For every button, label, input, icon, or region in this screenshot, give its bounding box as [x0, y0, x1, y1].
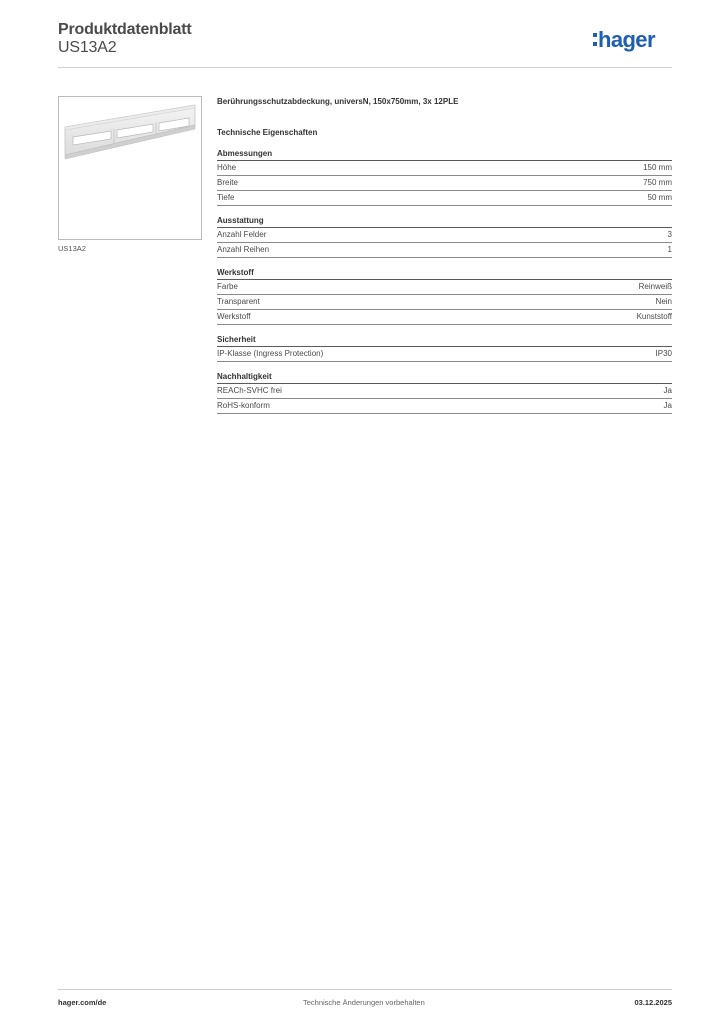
logo-dots-icon [593, 33, 597, 51]
footer-notice: Technische Änderungen vorbehalten [303, 998, 425, 1007]
spec-row [217, 280, 672, 295]
spec-row [217, 399, 672, 414]
spec-row [217, 176, 672, 191]
spec-row [217, 161, 672, 176]
spec-row [217, 191, 672, 206]
spec-group-dimensions [217, 148, 672, 206]
cover-plate-illustration [59, 97, 201, 239]
spec-value: 750 mm [643, 178, 672, 187]
product-image [58, 96, 202, 240]
spec-value: Kunststoff [636, 312, 672, 321]
spec-label: Farbe [217, 282, 238, 291]
spec-value: 150 mm [643, 163, 672, 172]
spec-value: 1 [667, 245, 672, 254]
spec-label: Anzahl Felder [217, 230, 267, 239]
header-divider [58, 67, 672, 68]
spec-row [217, 243, 672, 258]
spec-value: Ja [663, 386, 672, 395]
product-code: US13A2 [58, 39, 117, 56]
hager-logo [593, 26, 675, 58]
spec-label: Höhe [217, 163, 237, 172]
spec-value: Reinweiß [638, 282, 672, 291]
spec-value: 3 [667, 230, 672, 239]
spec-group-title: Ausstattung [217, 215, 672, 228]
spec-label: REACh-SVHC frei [217, 386, 282, 395]
footer-divider [58, 989, 672, 990]
spec-group-material [217, 267, 672, 325]
technical-properties-heading: Technische Eigenschaften [217, 128, 318, 137]
spec-group-title: Abmessungen [217, 148, 672, 161]
spec-row [217, 384, 672, 399]
spec-row [217, 295, 672, 310]
spec-value: Ja [663, 401, 672, 410]
spec-group-sustainability [217, 371, 672, 414]
spec-label: Werkstoff [217, 312, 251, 321]
spec-label: Anzahl Reihen [217, 245, 270, 254]
product-specifications [217, 96, 672, 414]
spec-group-safety [217, 334, 672, 362]
spec-label: RoHS-konform [217, 401, 270, 410]
spec-row [217, 228, 672, 243]
footer-date: 03.12.2025 [634, 998, 672, 1007]
logo-text: hager [598, 27, 655, 52]
spec-value: IP30 [655, 349, 672, 358]
spec-group-title: Werkstoff [217, 267, 672, 280]
spec-group-equipment [217, 215, 672, 258]
spec-label: IP-Klasse (Ingress Protection) [217, 349, 324, 358]
footer-website-link[interactable]: hager.com/de [58, 998, 107, 1007]
image-caption: US13A2 [58, 244, 86, 253]
spec-label: Breite [217, 178, 238, 187]
page-title: Produktdatenblatt [58, 21, 192, 38]
spec-label: Tiefe [217, 193, 235, 202]
spec-row [217, 347, 672, 362]
spec-group-title: Sicherheit [217, 334, 672, 347]
spec-value: 50 mm [647, 193, 672, 202]
spec-label: Transparent [217, 297, 260, 306]
spec-row [217, 310, 672, 325]
product-description: Berührungsschutzabdeckung, universN, 150x750mm, 3x 12PLE [217, 97, 459, 106]
spec-group-title: Nachhaltigkeit [217, 371, 672, 384]
spec-value: Nein [655, 297, 672, 306]
